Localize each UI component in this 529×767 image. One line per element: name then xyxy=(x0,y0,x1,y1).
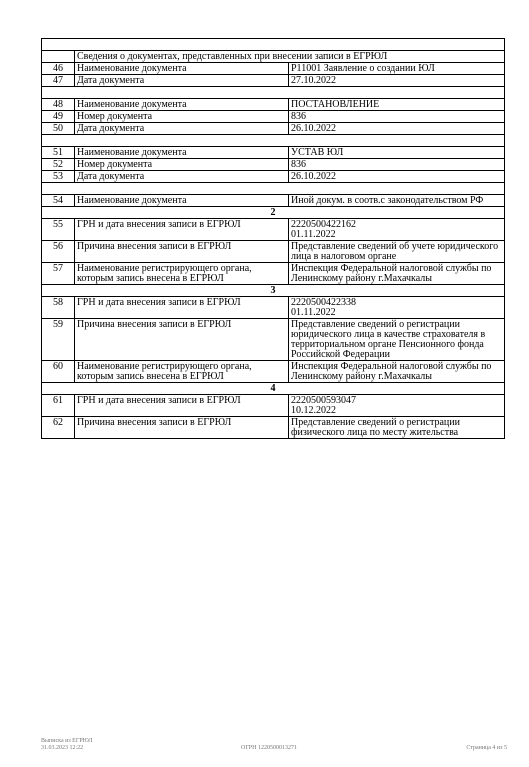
table-row xyxy=(42,395,505,417)
row-number: 62 xyxy=(42,417,75,439)
blank-row xyxy=(42,183,505,195)
row-value: Инспекция Федеральной налоговой службы по Ленинскому району г.Махачкалы xyxy=(289,361,505,383)
row-label: Причина внесения записи в ЕГРЮЛ xyxy=(75,319,289,361)
table-row xyxy=(42,111,505,123)
row-number: 60 xyxy=(42,361,75,383)
row-number: 56 xyxy=(42,241,75,263)
blank-row xyxy=(42,87,505,99)
row-number: 58 xyxy=(42,297,75,319)
row-label: Дата документа xyxy=(75,171,289,183)
row-number: 57 xyxy=(42,263,75,285)
table-row xyxy=(42,147,505,159)
row-number: 49 xyxy=(42,111,75,123)
row-label: Причина внесения записи в ЕГРЮЛ xyxy=(75,241,289,263)
documents-header: Сведения о документах, представленных при внесении записи в ЕГРЮЛ xyxy=(75,51,505,63)
row-number: 54 xyxy=(42,195,75,207)
row-number: 59 xyxy=(42,319,75,361)
table-row xyxy=(42,241,505,263)
row-value: Р11001 Заявление о создании ЮЛ xyxy=(289,63,505,75)
row-value: 2220500422162 01.11.2022 xyxy=(289,219,505,241)
row-number: 53 xyxy=(42,171,75,183)
row-label: Дата документа xyxy=(75,75,289,87)
blank-row xyxy=(42,135,505,147)
row-label: ГРН и дата внесения записи в ЕГРЮЛ xyxy=(75,297,289,319)
row-label: Причина внесения записи в ЕГРЮЛ xyxy=(75,417,289,439)
row-label: Дата документа xyxy=(75,123,289,135)
row-label: Номер документа xyxy=(75,111,289,123)
footer-ogrn: ОГРН 1220500013271 xyxy=(241,745,297,751)
section-row xyxy=(42,207,505,219)
row-label: Наименование регистрирующего органа, которым запись внесена в ЕГРЮЛ xyxy=(75,263,289,285)
row-number: 47 xyxy=(42,75,75,87)
row-value: Представление сведений о регистрации юридического лица в качестве страхователя в территориальном органе Пенсионного фонда Российской Федерации xyxy=(289,319,505,361)
row-value: ПОСТАНОВЛЕНИЕ xyxy=(289,99,505,111)
row-label: Наименование документа xyxy=(75,195,289,207)
row-number: 61 xyxy=(42,395,75,417)
row-value: 2220500593047 10.12.2022 xyxy=(289,395,505,417)
row-value: 2220500422338 01.11.2022 xyxy=(289,297,505,319)
row-label: Наименование документа xyxy=(75,63,289,75)
table-row xyxy=(42,123,505,135)
table-row xyxy=(42,171,505,183)
section-number: 3 xyxy=(42,285,505,297)
table-row xyxy=(42,219,505,241)
footer-extract-info: Выписка из ЕГРЮЛ 31.03.2023 12:22 xyxy=(41,738,93,751)
row-number: 51 xyxy=(42,147,75,159)
row-number: 50 xyxy=(42,123,75,135)
row-value: 836 xyxy=(289,111,505,123)
row-value: Инспекция Федеральной налоговой службы по Ленинскому району г.Махачкалы xyxy=(289,263,505,285)
row-value: Представление сведений о регистрации физического лица по месту жительства xyxy=(289,417,505,439)
row-number: 55 xyxy=(42,219,75,241)
table-row xyxy=(42,195,505,207)
table-row xyxy=(42,263,505,285)
row-number: 46 xyxy=(42,63,75,75)
row-label: ГРН и дата внесения записи в ЕГРЮЛ xyxy=(75,219,289,241)
row-number: 48 xyxy=(42,99,75,111)
table-row xyxy=(42,319,505,361)
table-row xyxy=(42,159,505,171)
row-value: 27.10.2022 xyxy=(289,75,505,87)
row-value: 836 xyxy=(289,159,505,171)
row-value: УСТАВ ЮЛ xyxy=(289,147,505,159)
row-label: Наименование регистрирующего органа, которым запись внесена в ЕГРЮЛ xyxy=(75,361,289,383)
table-row xyxy=(42,63,505,75)
row-value: Представление сведений об учете юридического лица в налоговом органе xyxy=(289,241,505,263)
egrul-table xyxy=(41,38,505,439)
section-row xyxy=(42,383,505,395)
row-number: 52 xyxy=(42,159,75,171)
table-row xyxy=(42,297,505,319)
table-header-row xyxy=(42,51,505,63)
row-label: Наименование документа xyxy=(75,147,289,159)
row-value: 26.10.2022 xyxy=(289,123,505,135)
table-row xyxy=(42,361,505,383)
blank-row xyxy=(42,39,505,51)
row-label: Наименование документа xyxy=(75,99,289,111)
footer-page-number: Страница 4 из 5 xyxy=(466,745,507,751)
table-row xyxy=(42,99,505,111)
row-label: ГРН и дата внесения записи в ЕГРЮЛ xyxy=(75,395,289,417)
section-number: 4 xyxy=(42,383,505,395)
row-value: Иной докум. в соотв.с законодательством РФ xyxy=(289,195,505,207)
section-row xyxy=(42,285,505,297)
table-row xyxy=(42,75,505,87)
row-label: Номер документа xyxy=(75,159,289,171)
section-number: 2 xyxy=(42,207,505,219)
table-row xyxy=(42,417,505,439)
row-value: 26.10.2022 xyxy=(289,171,505,183)
